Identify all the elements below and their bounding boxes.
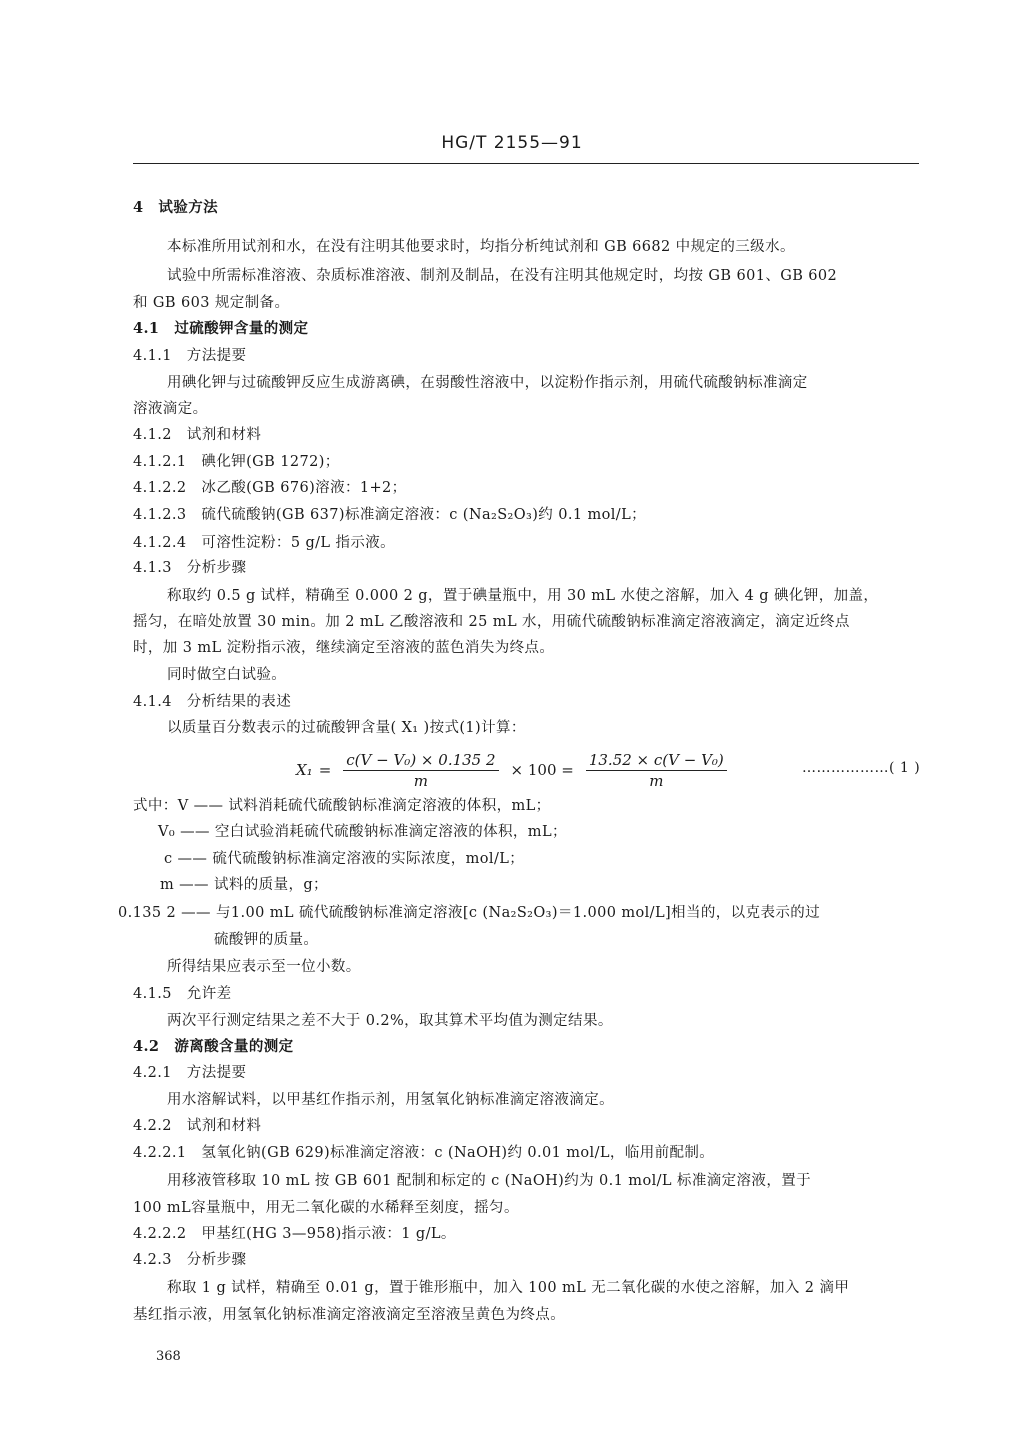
reagent-item: 4.1.2.3 硫代硫酸钠(GB 637)标准滴定溶液：c (Na₂S₂O₃)约 0.1 mol/L； — [133, 507, 647, 523]
paragraph-line: 本标准所用试剂和水，在没有注明其他要求时，均指分析纯试剂和 GB 6682 中规定的三级水。 — [167, 239, 795, 255]
subsection-heading: 4.2.1 方法提要 — [133, 1065, 247, 1081]
section-4-heading: 4 试验方法 — [133, 199, 218, 216]
subsection-heading: 4.1.5 允许差 — [133, 986, 232, 1002]
paragraph-line: 称取 1 g 试样，精确至 0.01 g，置于锥形瓶中，加入 100 mL 无二氧化碳的水使之溶解，加入 2 滴甲 — [167, 1280, 850, 1296]
paragraph-line: 摇匀，在暗处放置 30 min。加 2 mL 乙酸溶液和 25 mL 水，用硫代硫酸钠标准滴定溶液滴定，滴定近终点 — [133, 614, 850, 630]
section-4-1-heading: 4.1 过硫酸钾含量的测定 — [133, 320, 309, 337]
formula-number: ………………( 1 ) — [802, 760, 921, 776]
formula-1 — [296, 748, 733, 792]
page-number: 368 — [156, 1349, 181, 1364]
variable-definition: c —— 硫代硫酸钠标准滴定溶液的实际浓度，mol/L； — [164, 851, 525, 867]
variable-definition: V₀ —— 空白试验消耗硫代硫酸钠标准滴定溶液的体积，mL； — [158, 824, 567, 840]
paragraph-line: 所得结果应表示至一位小数。 — [167, 959, 361, 975]
formula-denominator-2: m — [649, 771, 664, 790]
document-header: HG/T 2155—91 — [441, 133, 583, 153]
formula-times-100: × 100 = — [510, 761, 574, 779]
reagent-item: 4.1.2.2 冰乙酸(GB 676)溶液：1+2； — [133, 480, 407, 496]
variable-definition: m —— 试料的质量，g； — [160, 877, 328, 893]
paragraph-line: 以质量百分数表示的过硫酸钾含量( X₁ )按式(1)计算： — [167, 720, 526, 736]
reagent-item: 4.1.2.4 可溶性淀粉：5 g/L 指示液。 — [133, 535, 396, 551]
reagent-item: 4.2.2.1 氢氧化钠(GB 629)标准滴定溶液：c (NaOH)约 0.01 mol/L，临用前配制。 — [133, 1145, 715, 1161]
header-rule — [133, 163, 919, 164]
paragraph-line: 用水溶解试料，以甲基红作指示剂，用氢氧化钠标准滴定溶液滴定。 — [167, 1092, 614, 1108]
subsection-heading: 4.2.3 分析步骤 — [133, 1252, 247, 1268]
formula-fraction-2 — [586, 751, 727, 790]
paragraph-line: 和 GB 603 规定制备。 — [133, 295, 290, 311]
paragraph-line: 用移液管移取 10 mL 按 GB 601 配制和标定的 c (NaOH)约为 0.1 mol/L 标准滴定溶液，置于 — [167, 1173, 812, 1189]
subsection-heading: 4.1.4 分析结果的表述 — [133, 694, 292, 710]
paragraph-line: 基红指示液，用氢氧化钠标准滴定溶液滴定至溶液呈黄色为终点。 — [133, 1307, 566, 1323]
reagent-item: 4.1.2.1 碘化钾(GB 1272)； — [133, 454, 340, 470]
formula-denominator-1: m — [413, 771, 429, 790]
formula-numerator-2: 13.52 × c(V − V₀) — [586, 751, 727, 771]
paragraph-line: 称取约 0.5 g 试样，精确至 0.000 2 g，置于碘量瓶中，用 30 mL 水使之溶解，加入 4 g 碘化钾，加盖， — [167, 588, 879, 604]
formula-fraction-1 — [343, 751, 498, 790]
variable-definition: 0.135 2 —— 与1.00 mL 硫代硫酸钠标准滴定溶液[c (Na₂S₂O₃)＝1.000 mol/L]相当的，以克表示的过 — [118, 905, 821, 921]
subsection-heading: 4.1.2 试剂和材料 — [133, 427, 262, 443]
subsection-heading: 4.1.1 方法提要 — [133, 348, 247, 364]
subsection-heading: 4.2.2 试剂和材料 — [133, 1118, 262, 1134]
variable-definition: 式中：V —— 试料消耗硫代硫酸钠标准滴定溶液的体积，mL； — [133, 798, 551, 814]
variable-definition: 硫酸钾的质量。 — [214, 932, 319, 948]
paragraph-line: 用碘化钾与过硫酸钾反应生成游离碘，在弱酸性溶液中，以淀粉作指示剂，用硫代硫酸钠标准滴定 — [167, 375, 808, 391]
reagent-item: 4.2.2.2 甲基红(HG 3—958)指示液：1 g/L。 — [133, 1226, 456, 1242]
paragraph-line: 时，加 3 mL 淀粉指示液，继续滴定至溶液的蓝色消失为终点。 — [133, 640, 555, 656]
section-4-2-heading: 4.2 游离酸含量的测定 — [133, 1038, 294, 1055]
paragraph-line: 溶液滴定。 — [133, 401, 208, 417]
formula-lhs: X₁ — [296, 761, 313, 779]
paragraph-line: 试验中所需标准溶液、杂质标准溶液、制剂及制品，在没有注明其他规定时，均按 GB 601、GB 602 — [167, 268, 838, 284]
paragraph-line: 100 mL容量瓶中，用无二氧化碳的水稀释至刻度，摇匀。 — [133, 1200, 519, 1216]
formula-equals: = — [318, 761, 332, 779]
subsection-heading: 4.1.3 分析步骤 — [133, 560, 247, 576]
formula-numerator-1: c(V − V₀) × 0.135 2 — [343, 751, 498, 771]
paragraph-line: 两次平行测定结果之差不大于 0.2%，取其算术平均值为测定结果。 — [167, 1013, 613, 1029]
paragraph-line: 同时做空白试验。 — [167, 667, 287, 683]
